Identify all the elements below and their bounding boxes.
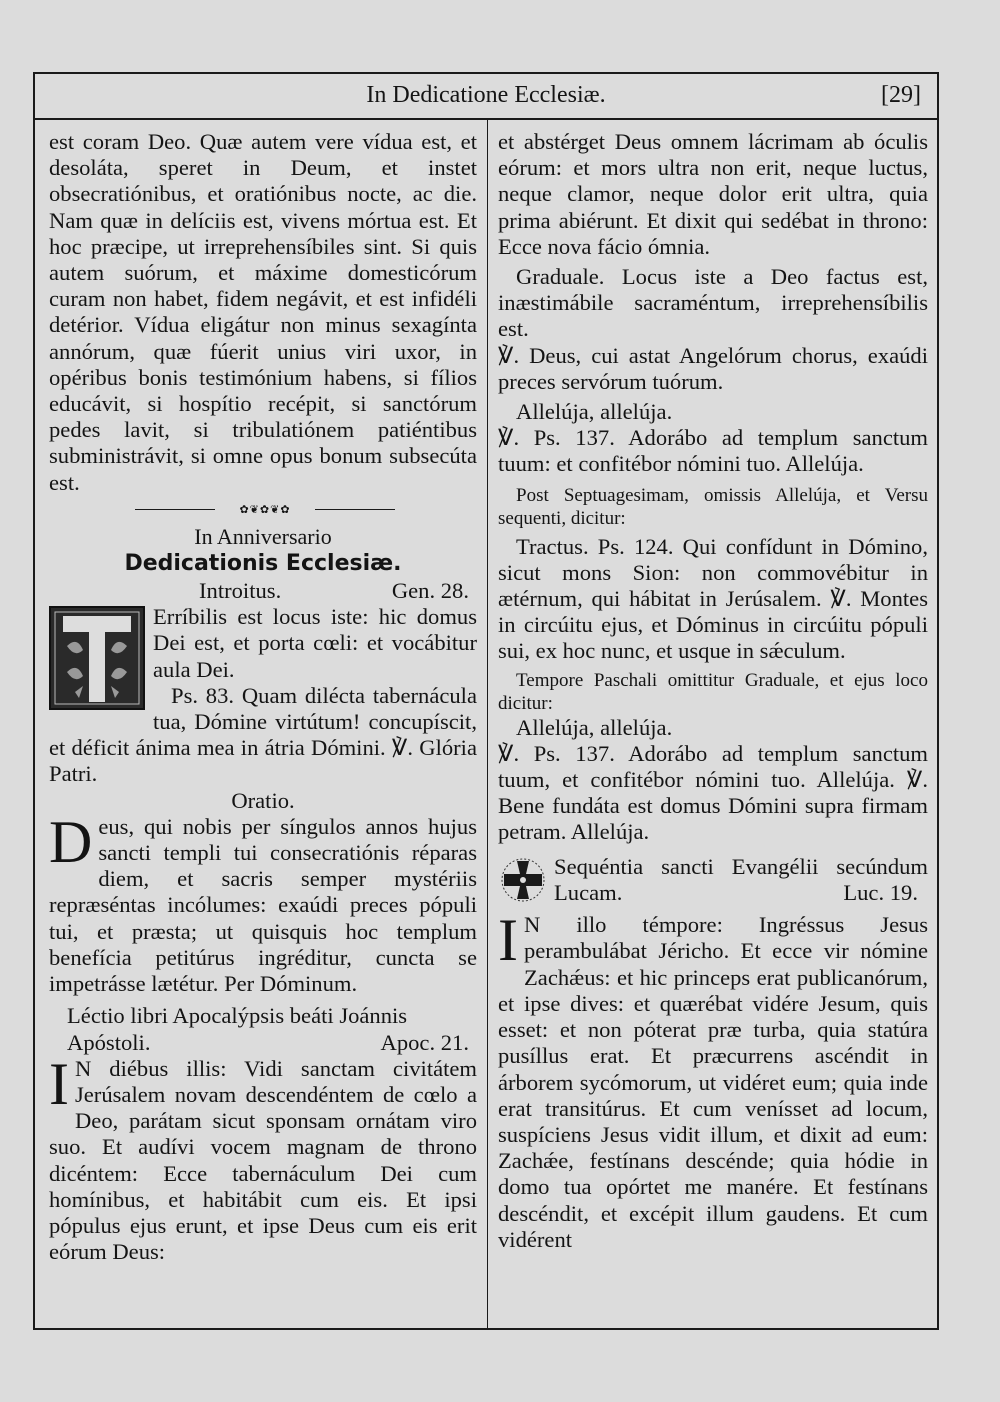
introitus-block <box>49 604 477 787</box>
left-column <box>49 129 477 1265</box>
oratio-text: eus, qui nobis per síngulos annos hujus sancti templi tui consecratiónis réparas diem, et sacris semper mystériis repræséntas incólumes: exaúdi preces pópuli tui, et præsta; ut quisquis hoc templum benefícia petitúrus ingréditur, cuncta se impetrásse lætétur. Per Dóminum. <box>49 813 477 997</box>
gospel-block <box>498 907 928 1253</box>
lectio-heading: Léctio libri Apocalýpsis beáti Joánnis <box>67 1003 408 1029</box>
gospel-title: Sequéntia sancti Evangélii secúndum Lucam. <box>554 853 928 905</box>
right-column <box>498 129 928 1253</box>
gospel-text: N illo témpore: Ingréssus Jesus perambulábat Jéricho. Et ecce vir nómine Zachǽus: et hic princeps erat publicanórum, et ipse dives: et quærébat vidére Jesum, quis esset: et non póterat præ turba, quia statúra pusíllus erat. Et præcurrens ascéndit in árborem sycómorum, ut vidéret eum; quia inde erat transitúrus. Et cum venísset ad locum, suspíciens Jesus vidit illum, et dixit ad eum: Zachǽe, festínans descénde; quia hódie in domo tua opórtet me manére. Et festínans descéndit, et excépit illum gaudens. Et cum vidérent <box>498 912 928 1252</box>
column-divider <box>487 120 488 1328</box>
introitus-text: Erríbilis est locus iste: hic domus Dei est, et porta cœli: et vocábitur aula Dei. <box>153 604 477 682</box>
alleluia-line: Allelúja, allelúja. <box>516 399 673 425</box>
running-title: In Dedicatione Ecclesiæ. <box>366 82 606 108</box>
paschal-alleluia: Allelúja, allelúja. <box>516 714 673 740</box>
introitus-ref: Gen. 28. <box>391 578 469 604</box>
lectio-subheading <box>49 1030 477 1056</box>
feast-title: Dedicationis Ecclesiæ. <box>124 551 402 577</box>
lectio-initial: I <box>49 1050 69 1117</box>
oratio-label: Oratio. <box>231 787 295 813</box>
lectio-apostle: Apóstoli. <box>67 1029 151 1055</box>
introitus-heading <box>49 578 477 604</box>
ornament-divider <box>135 504 395 516</box>
page-frame <box>33 72 939 1330</box>
introitus-label: Introitus. <box>199 578 282 604</box>
rubric-septuagesima: Post Septuagesimam, omissis Allelúja, et Versu sequenti, dicitur: <box>498 484 928 529</box>
epistle-continuation: est coram Deo. Quæ autem vere vídua est, et desoláta, speret in Deum, et instet obsecratiónibus, et oratiónibus nocte, ac die. Nam quæ in delíciis est, vivens mórtua est. Et hoc præcipe, ut irreprehensíbiles sint. Si quis autem suórum, et máxime domesticórum curam non habet, fidem negávit, et est infidéli detérior. Vídua eligátur non minus sexagínta annórum, quæ fúerit unius viri uxor, in opéribus bonis testimónium habens, si fílios educávit, si hospítio recépit, si sanctórum pedes lavit, si tribulatiónem patiéntibus subministrávit, si omne opus bonum subsecúta est. <box>49 129 477 495</box>
oratio-block <box>49 808 477 997</box>
cross-icon <box>500 857 546 903</box>
page-header <box>35 74 937 120</box>
graduale-versicle: ℣. Deus, cui astat Angelórum chorus, exaúdi preces servórum tuórum. <box>498 342 928 394</box>
lectio-block <box>49 1050 477 1266</box>
lectio-continuation: et abstérget Deus omnem lácrimam ab óculis eórum: et mors ultra non erit, neque luctus, neque clamor, neque dolor erit ultra, quia prima abiérunt. Et dixit qui sedébat in throno: Ecce nova fácio ómnia. <box>498 129 928 259</box>
lectio-ref: Apoc. 21. <box>380 1029 469 1055</box>
graduale-text: Graduale. Locus iste a Deo factus est, inæstimábile sacraméntum, irreprehensíbilis est. <box>498 264 928 342</box>
lectio-text: N diébus illis: Vidi sanctam civitátem Jerúsalem novam descendéntem de cœlo a Deo, parátam sicut sponsam ornátam viro suo. Et audívi vocem magnam de throno dicéntem: Ecce tabernáculum Dei cum homínibus, et habitábit cum eis. Et ipsi pópulus ejus erunt, et ipse Deus cum eis erit eórum Deus: <box>49 1055 477 1265</box>
rubric-paschal: Tempore Paschali omittitur Graduale, et ejus loco dicitur: <box>498 669 928 714</box>
illuminated-initial-t-icon <box>49 606 145 710</box>
alleluia-versicle: ℣. Ps. 137. Adorábo ad templum sanctum tuum: et confitébor nómini tuo. Allelúja. <box>498 425 928 477</box>
ornament-scroll-icon: ✿❦✿❦✿ <box>239 503 291 516</box>
gospel-initial: I <box>498 907 518 974</box>
page-number: [29] <box>881 82 921 108</box>
introitus-psalm: Ps. 83. Quam dilécta tabernácula tua, Dómine virtútum! concupíscit, et déficit ánima mea in átria Dómini. ℣. Glória Patri. <box>49 682 477 787</box>
tractus-text: Tractus. Ps. 124. Qui confídunt in Dómino, sicut mons Sion: non commovébitur in ætérnum, qui hábitat in Jerúsalem. ℣. Montes in circúitu ejus, et Dóminus in circúitu pópuli sui, ex hoc nunc, et usque in sǽculum. <box>498 533 928 664</box>
gospel-heading <box>498 854 928 907</box>
oratio-initial: D <box>49 808 93 875</box>
gospel-ref: Luc. 19. <box>843 880 918 906</box>
anniversary-heading: In Anniversario <box>194 523 332 549</box>
paschal-versicle: ℣. Ps. 137. Adorábo ad templum sanctum tuum, et confitébor nómini tuo. Allelúja. ℣. Bene fundáta est domus Dómini supra firmam petram. Allelúja. <box>498 740 928 845</box>
